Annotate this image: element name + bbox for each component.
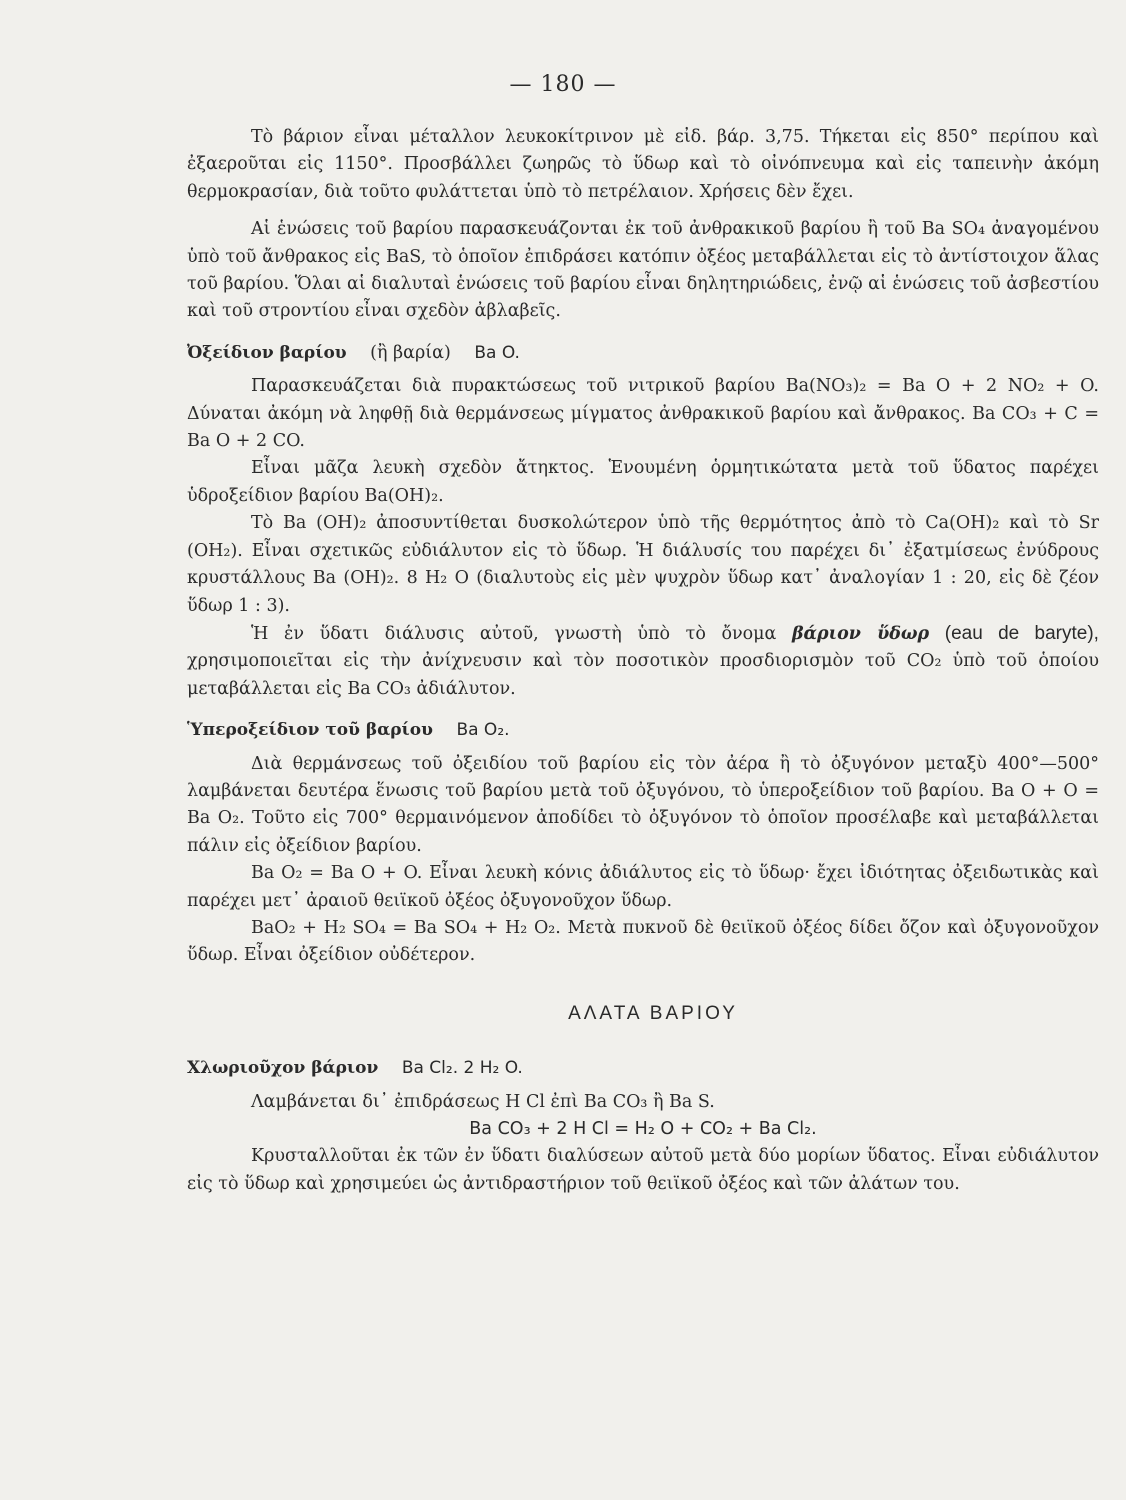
paragraph-oxide-preparation: Παρασκευάζεται διὰ πυρακτώσεως τοῦ νιτρικοῦ βαρίου Ba(NO₃)₂ = Ba O + 2 NO₂ + O. Δύναται ἀκόμη νὰ ληφθῇ διὰ θερμάνσεως μίγματος ἀνθρακικοῦ βαρίου καὶ ἄνθρακος. Ba CO₃ + C = Ba O + 2 CO. xyxy=(187,376,1099,452)
section-title-barium-salts: ΑΛΑΤΑ ΒΑΡΙΟΥ xyxy=(568,1002,738,1024)
paragraph-chloride-properties: Κρυσταλλοῦται ἐκ τῶν ἐν ὕδατι διαλύσεων αὐτοῦ μετὰ δύο μορίων ὕδατος. Εἶναι εὐδιάλυτον εἰς τὸ ὕδωρ καὶ χρησιμεύει ὡς ἀντιδραστήριον τοῦ θειϊκοῦ ὀξέος καὶ τῶν ἀλάτων του. xyxy=(187,1146,1099,1194)
heading-formula: Ba O. xyxy=(474,342,520,363)
page-body xyxy=(187,124,1099,1198)
heading-title: Ὀξείδιον βαρίου xyxy=(187,342,347,363)
heading-formula: Ba O₂. xyxy=(456,720,510,741)
barite-water-french: (eau de baryte), xyxy=(944,622,1099,644)
equation-chloride: Ba CO₃ + 2 H Cl = H₂ O + CO₂ + Ba Cl₂. xyxy=(469,1119,817,1139)
paragraph-hydroxide: Τὸ Ba (OH)₂ ἀποσυντίθεται δυσκολώτερον ὑπὸ τῆς θερμότητος ἀπὸ τὸ Ca(OH)₂ καὶ τὸ Sr (OH₂). Εἶναι σχετικῶς εὐδιάλυτον εἰς τὸ ὕδωρ. Ἡ διάλυσίς του παρέχει δι᾿ ἐξατμίσεως ἐνύδρους κρυστάλλους Ba (OH)₂. 8 H₂ O (διαλυτοὺς εἰς μὲν ψυχρὸν ὕδωρ κατ᾿ ἀναλογίαν 1 : 20, εἰς δὲ ζέον ὕδωρ 1 : 3). xyxy=(187,513,1099,616)
paragraph-barium-properties: Τὸ βάριον εἶναι μέταλλον λευκοκίτρινον μὲ εἰδ. βάρ. 3,75. Τήκεται εἰς 850° περίπου καὶ ἐξαεροῦται εἰς 1150°. Προσβάλλει ζωηρῶς τὸ ὕδωρ καὶ τὸ οἰνόπνευμα καὶ εἰς ταπεινὴν ἀκόμη θερμοκρασίαν, διὰ τοῦτο φυλάττεται ὑπὸ τὸ πετρέλαιον. Χρήσεις δὲν ἔχει. xyxy=(187,127,1099,202)
paragraph-peroxide-reaction: BaO₂ + H₂ SO₄ = Ba SO₄ + H₂ O₂. Μετὰ πυκνοῦ δὲ θειϊκοῦ ὀξέος δίδει ὄζον καὶ ὀξυγονοῦχον ὕδωρ. Εἶναι ὀξείδιον οὐδέτερον. xyxy=(187,917,1099,966)
page-number: — 180 — xyxy=(509,72,617,97)
heading-formula: Ba Cl₂. 2 H₂ O. xyxy=(401,1058,523,1079)
heading-title: Ὑπεροξείδιον τοῦ βαρίου xyxy=(187,720,433,741)
barite-water-text-after: χρησιμοποιεῖται εἰς τὴν ἀνίχνευσιν καὶ τὸν ποσοτικὸν προσδιορισμὸν τοῦ CO₂ ὑπὸ τοῦ ὁποίου μεταβάλλεται εἰς Ba CO₃ ἀδιάλυτον. xyxy=(187,651,1099,699)
barite-water-term: βάριον ὕδωρ xyxy=(791,623,930,644)
paragraph-peroxide-properties: Ba O₂ = Ba O + O. Εἶναι λευκὴ κόνις ἀδιάλυτος εἰς τὸ ὕδωρ· ἔχει ἰδιότητας ὀξειδωτικὰς καὶ παρέχει μετ᾿ ἀραιοῦ θειϊκοῦ ὀξέος ὀξυγονοῦχον ὕδωρ. xyxy=(187,863,1099,911)
paragraph-oxide-properties: Εἶναι μᾶζα λευκὴ σχεδὸν ἄτηκτος. Ἑνουμένη ὁρμητικώτατα μετὰ τοῦ ὕδατος παρέχει ὑδροξείδιον βαρίου Ba(OH)₂. xyxy=(187,458,1099,506)
heading-title: Χλωριοῦχον βάριον xyxy=(187,1058,379,1079)
barite-water-text-before: Ἡ ἐν ὕδατι διάλυσις αὐτοῦ, γνωστὴ ὑπὸ τὸ ὄνομα xyxy=(251,623,777,644)
heading-barium-peroxide xyxy=(187,717,1099,744)
heading-barium-oxide xyxy=(187,340,1099,367)
heading-barium-chloride xyxy=(187,1055,1099,1082)
paragraph-chloride-preparation: Λαμβάνεται δι᾿ ἐπιδράσεως H Cl ἐπὶ Ba CO₃ ἢ Ba S. xyxy=(251,1091,715,1112)
paragraph-barium-compounds: Αἱ ἑνώσεις τοῦ βαρίου παρασκευάζονται ἐκ τοῦ ἀνθρακικοῦ βαρίου ἢ τοῦ Ba SO₄ ἀναγομένου ὑπὸ τοῦ ἄνθρακος εἰς BaS, τὸ ὁποῖον ἐπιδράσει κατόπιν ὀξέος μεταβάλλεται εἰς τὸ ἀντίστοιχον ἅλας τοῦ βαρίου. Ὅλαι αἱ διαλυταὶ ἑνώσεις τοῦ βαρίου εἶναι δηλητηριώδεις, ἐνῷ αἱ ἑνώσεις τοῦ ἀσβεστίου καὶ τοῦ στροντίου εἶναι σχεδὸν ἀβλαβεῖς. xyxy=(187,219,1099,322)
paragraph-peroxide-preparation: Διὰ θερμάνσεως τοῦ ὀξειδίου τοῦ βαρίου εἰς τὸν ἀέρα ἢ τὸ ὀξυγόνον μεταξὺ 400°—500° λαμβάνεται δευτέρα ἕνωσις τοῦ βαρίου μετὰ τοῦ ὀξυγόνου, τὸ ὑπεροξείδιον τοῦ βαρίου. Ba O + O = Ba O₂. Τοῦτο εἰς 700° θερμαινόμενον ἀποδίδει τὸ ὀξυγόνον τὸ ὁποῖον προσέλαβε καὶ μεταβάλλεται πάλιν εἰς ὀξείδιον βαρίου. xyxy=(187,753,1099,856)
paragraph-barite-water xyxy=(187,620,1099,703)
heading-subtitle: (ἢ βαρία) xyxy=(370,342,451,363)
